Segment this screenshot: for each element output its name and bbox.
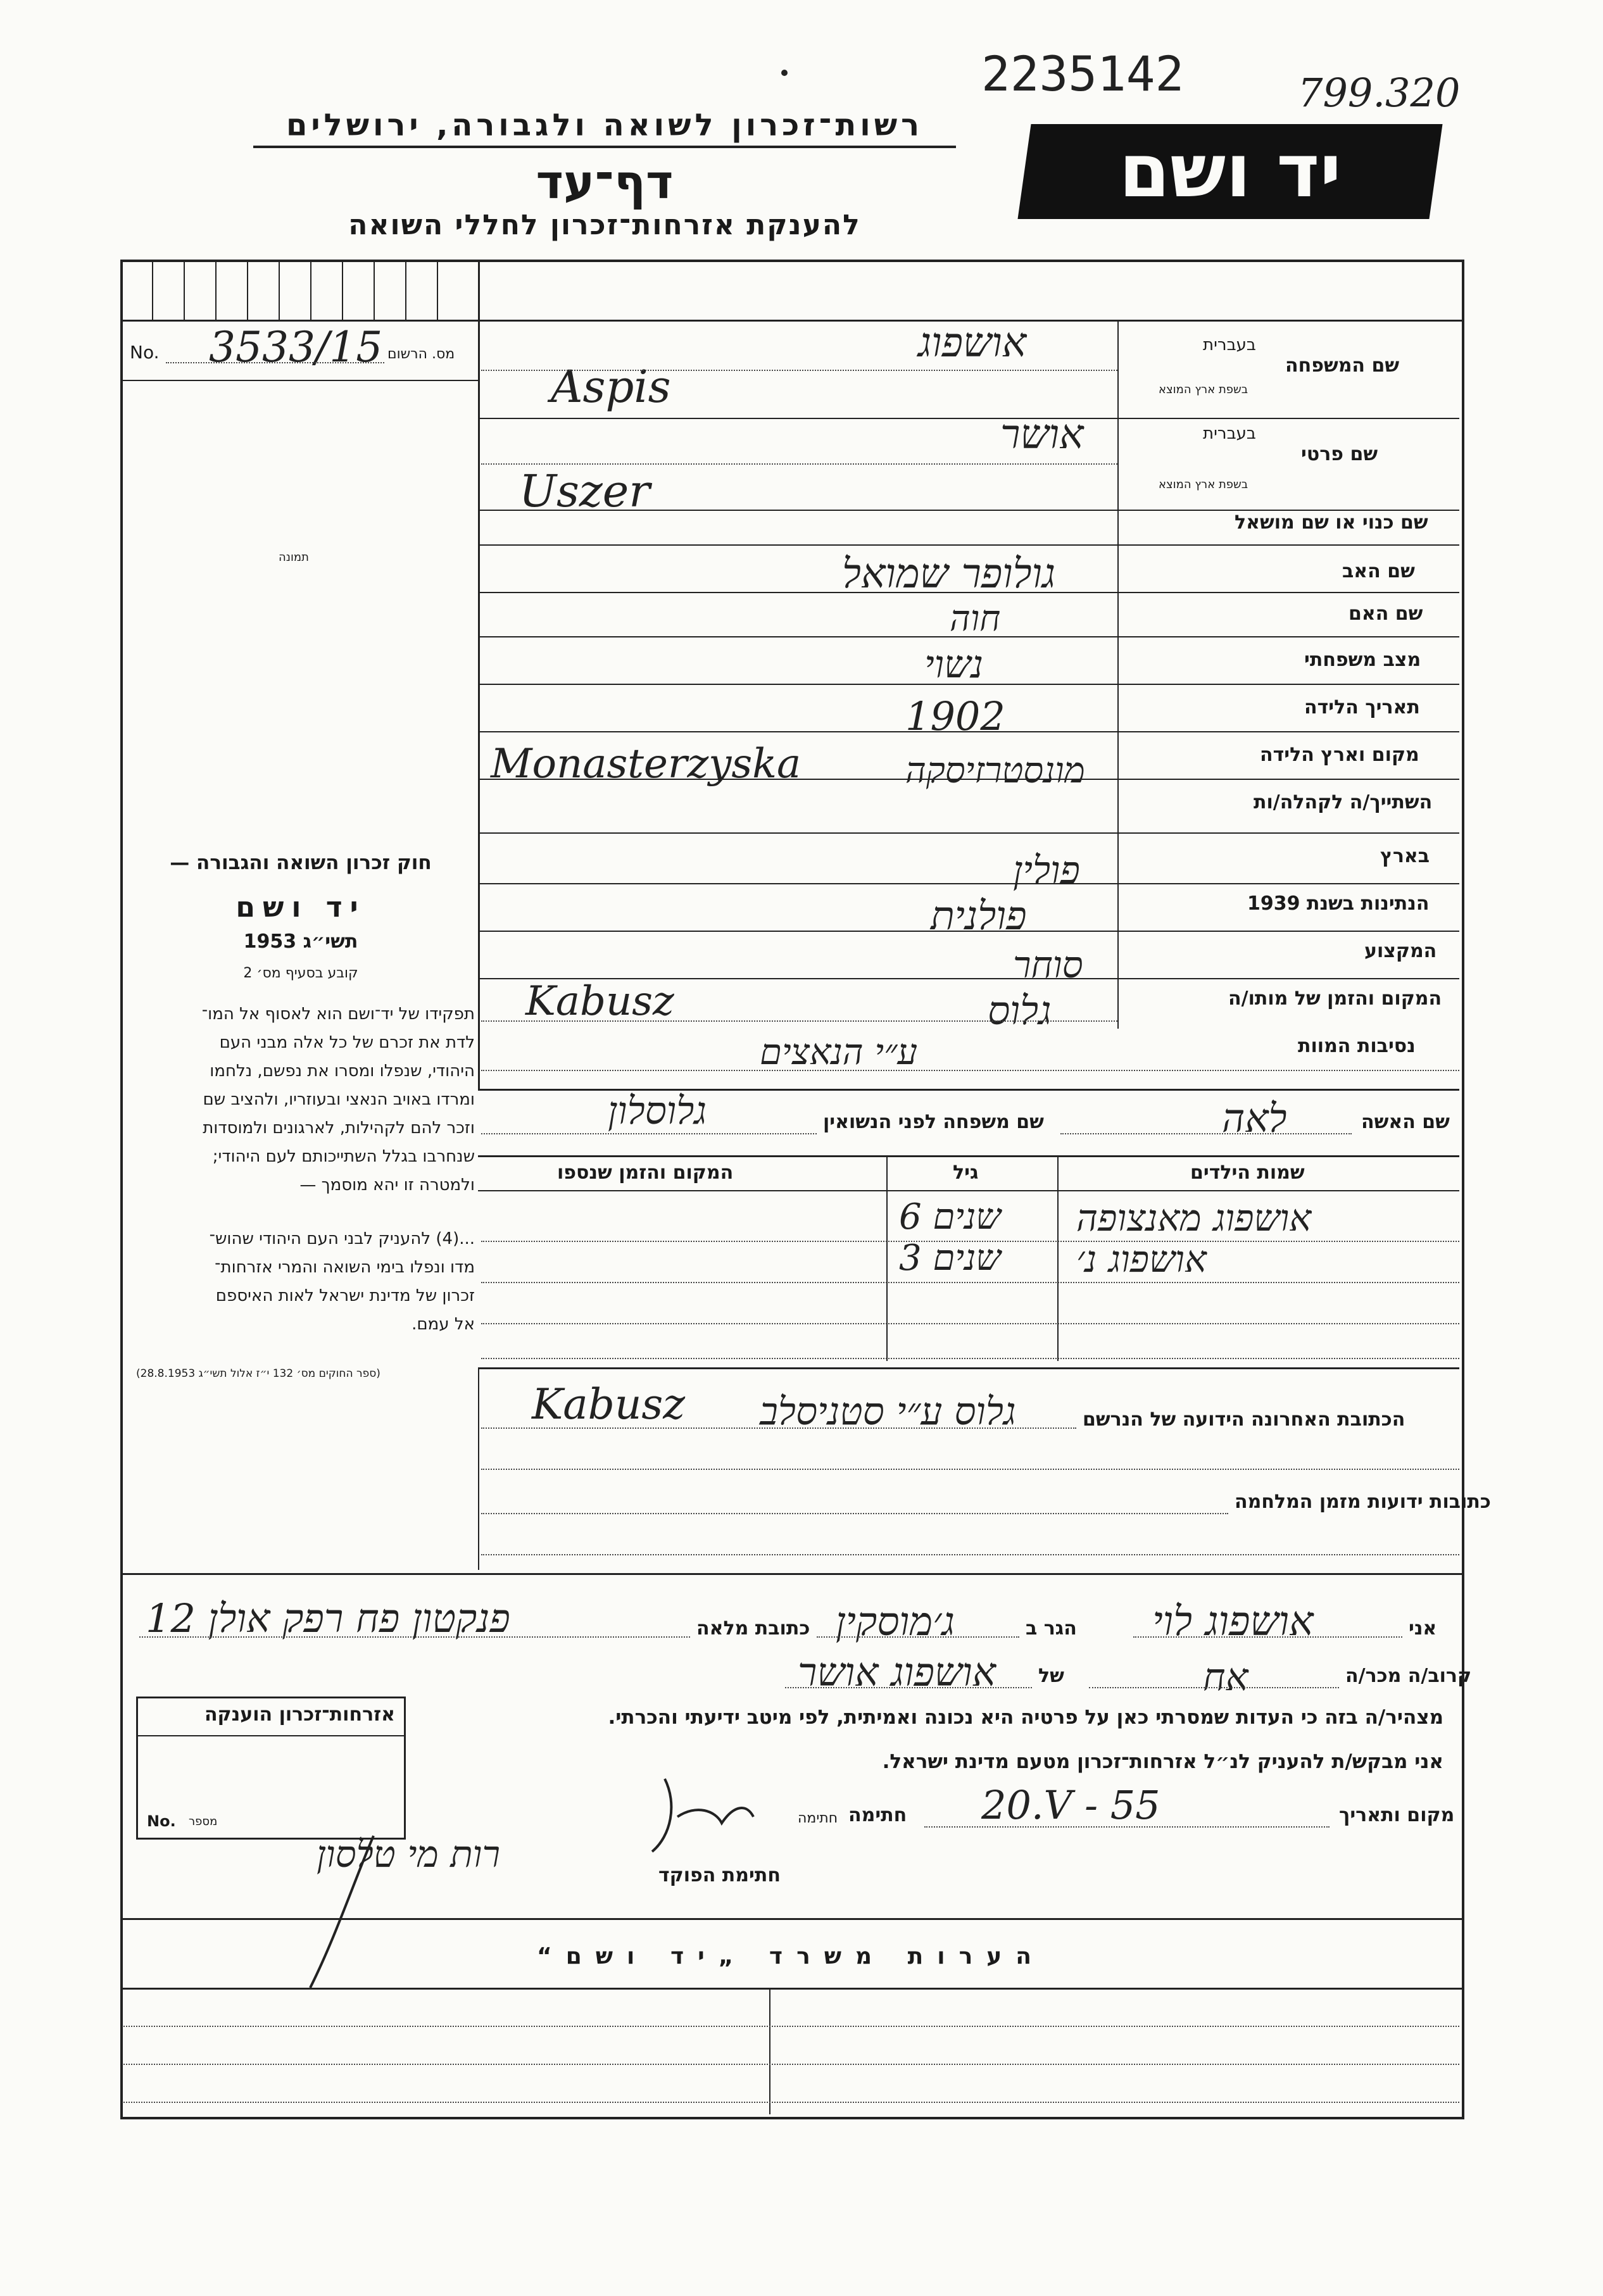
sub-origin-lang: בשפת ארץ המוצא xyxy=(1159,383,1248,396)
request-text: אני מבקש/ת להעניק לנ״ל אזרחות־זכרון מטעם מדינת ישראל. xyxy=(882,1750,1443,1773)
children-header-place: המקום והזמן שנספו xyxy=(557,1162,734,1184)
registration-number: 3533/15 xyxy=(209,323,383,372)
law-source: (ספר החוקים מס׳ 132 י״ז אלול תשי״ג 28.8.1953) xyxy=(136,1367,380,1380)
label-birth-place: מקום וארץ הלידה xyxy=(1260,744,1419,766)
law-title: חוק זכרון השואה והגבורה — xyxy=(170,851,432,874)
relation-value: אח xyxy=(1203,1655,1248,1700)
archive-number: 799.320 xyxy=(1298,70,1461,116)
form-title: דף־עד xyxy=(536,155,674,210)
family-name-hebrew: אושפוג xyxy=(918,320,1027,367)
citizenship-box-number-label: מספר xyxy=(189,1815,218,1828)
law-line: זכרון של מדינת ישראל לאות האיספם xyxy=(215,1286,475,1305)
of-name: אושפוג אושר xyxy=(798,1649,996,1695)
left-column-divider xyxy=(478,260,480,1089)
declarant-name: אושפוג לוי xyxy=(1152,1598,1314,1645)
last-address-hebrew: גלוס ע״י סטניסלב xyxy=(760,1390,1016,1434)
law-line: שנחרבו בגלל השתייכותם לעם היהודי; xyxy=(212,1147,475,1166)
citizenship-box-no: No. xyxy=(147,1812,176,1830)
supervisor-label: חתימת הפוקד xyxy=(658,1864,781,1886)
child-name: אושפוג נ׳ xyxy=(1076,1238,1207,1281)
family-name-latin: Aspis xyxy=(551,361,671,413)
label-citizenship-1939: הנתינות בשנת 1939 xyxy=(1247,893,1430,915)
birth-place-hebrew: מונסטרזיסקה xyxy=(905,750,1085,791)
form-number: 2235142 xyxy=(981,46,1185,102)
sub-hebrew: בעברית xyxy=(1203,424,1256,443)
wife-maiden-value: גלוסלון xyxy=(608,1089,707,1133)
citizenship-value: פולנית xyxy=(931,893,1027,939)
law-line: מדו ונפלו בימי השואה והמרי אזרחות־ xyxy=(215,1258,475,1277)
label-last-address: הכתובת האחרונה הידועה של הנרשם xyxy=(1083,1408,1405,1431)
yad-vashem-logo xyxy=(1017,124,1442,219)
label-birth-date: תאריך הלידה xyxy=(1304,696,1420,718)
children-header-age: גיל xyxy=(953,1162,979,1184)
signature-label: חתימה xyxy=(848,1804,907,1826)
birth-place-latin: Monasterzyska xyxy=(491,741,802,787)
declarant-city: ג׳מוסקין xyxy=(836,1598,955,1645)
logo-text: יד ושם xyxy=(1119,129,1342,214)
label-wife: שם האשה xyxy=(1361,1111,1450,1133)
declarant-address: פנקטון פח רפק אולן 12 xyxy=(146,1595,510,1641)
supervisor-signature-stroke-icon xyxy=(304,1829,380,1994)
registration-label: מס. הרשום xyxy=(387,346,455,362)
photo-label: תמונה xyxy=(279,551,309,564)
label-column-divider xyxy=(1117,320,1119,1029)
label-nickname: שם כנוי או שם מושאל xyxy=(1235,511,1428,534)
label-father: שם האב xyxy=(1342,560,1415,582)
declarant-resides-label: הגר ב xyxy=(1026,1617,1077,1640)
declaration-text: מצהיר/ה בזה כי העדות שמסרתי כאן על פרטיה היא נכונה ואמיתית, לפי מיטב ידיעתי והכרתי. xyxy=(608,1706,1443,1729)
label-community: השתייך/ה לקהלה/ות xyxy=(1254,791,1433,813)
form-subtitle: להענקת אזרחות־זכרון לחללי השואה xyxy=(348,209,861,241)
declarant-ani: אני xyxy=(1409,1617,1437,1640)
declarant-signature-icon xyxy=(639,1766,804,1855)
profession-value: סוחר xyxy=(1013,943,1083,986)
children-header-names: שמות הילדים xyxy=(1190,1162,1305,1184)
place-date-label: מקום ותאריך xyxy=(1339,1804,1455,1826)
first-name-latin: Uszer xyxy=(519,465,650,517)
label-family-name: שם המשפחה xyxy=(1285,354,1400,377)
child-age: 6 שנים xyxy=(899,1196,1001,1238)
mother-value: חוה xyxy=(950,598,1001,639)
law-line: לדת את זכרם של כל אלה מבני העם xyxy=(219,1033,475,1052)
signature-sub-label: חתימה xyxy=(798,1810,838,1826)
sub-origin-lang: בשפת ארץ המוצא xyxy=(1159,478,1248,491)
label-mother: שם האם xyxy=(1348,603,1423,625)
death-circumstances-value: ע״י הנאצים xyxy=(760,1032,918,1073)
label-death-place: המקום והזמן של מותו/ה xyxy=(1228,988,1442,1010)
relation-label: קרוב/ה מכר/ה xyxy=(1345,1665,1472,1687)
sub-hebrew: בעברית xyxy=(1203,336,1256,354)
law-line: וזכר להם לקהילות, לארגונים ולמוסדות xyxy=(203,1119,475,1138)
first-name-hebrew: אושר xyxy=(1000,411,1084,458)
wife-value: לאה xyxy=(1222,1095,1287,1141)
place-date-value: 20.V - 55 xyxy=(981,1782,1160,1828)
authority-line: רשות־זכרון לשואה ולגבורה, ירושלים xyxy=(253,108,956,148)
birth-date-value: 1902 xyxy=(905,693,1005,739)
label-profession: המקצוע xyxy=(1364,940,1437,962)
law-clause: קובע בסעיף מס׳ 2 xyxy=(243,965,358,981)
law-year: תשי״ג 1953 xyxy=(243,931,358,953)
label-first-name: שם פרטי xyxy=(1301,443,1378,465)
office-notes-title: הערות משרד „יד ושם“ xyxy=(537,1943,1045,1969)
father-value: גולופר שמואל xyxy=(842,551,1056,598)
citizenship-box-title: אזרחות־זכרון הוענקה xyxy=(204,1703,395,1726)
law-line: ולמטרה זו יהא מוסמך — xyxy=(299,1176,475,1195)
country-value: פולין xyxy=(1013,848,1080,893)
declarant-address-label: כתובת מלאה xyxy=(696,1617,810,1640)
citizenship-granted-box xyxy=(136,1697,406,1840)
of-label: של xyxy=(1038,1665,1064,1687)
child-age: 3 שנים xyxy=(899,1238,1001,1279)
law-line: היהודי, שנפלו ומסרו את נפשם, נלחמו xyxy=(210,1062,475,1081)
ink-dot xyxy=(781,70,788,76)
marital-value: נשוי xyxy=(924,643,984,687)
registration-no-label: No. xyxy=(130,342,160,363)
law-text xyxy=(130,1000,475,1339)
label-country: בארץ xyxy=(1380,845,1430,867)
label-wife-maiden: שם משפחה לפני הנשואין xyxy=(823,1111,1044,1133)
law-line: ומרדו באויב הנאצי ובעוזריו, ולהציב שם xyxy=(203,1090,475,1109)
law-line: תפקידו של יד־ושם הוא לאסוף אל המו־ xyxy=(201,1005,475,1024)
law-line: ...(4) להעניק לבני העם היהודי שהוש־ xyxy=(209,1229,475,1248)
law-name: יד ושם xyxy=(236,891,366,924)
child-name: אושפוג מאנצופה xyxy=(1076,1196,1312,1239)
death-place-hebrew: גלוס xyxy=(988,988,1052,1034)
label-war-addresses: כתובות ידועות מזמן המלחמה xyxy=(1235,1491,1491,1513)
last-address-latin: Kabusz xyxy=(532,1380,686,1429)
supervisor-signature: רות מי טלסון xyxy=(317,1833,500,1876)
label-marital-status: מצב משפחתי xyxy=(1304,649,1421,671)
label-death-circumstances: נסיבות המוות xyxy=(1298,1035,1416,1057)
death-place-latin: Kabusz xyxy=(525,978,674,1025)
law-line: אל עמם. xyxy=(412,1315,475,1334)
